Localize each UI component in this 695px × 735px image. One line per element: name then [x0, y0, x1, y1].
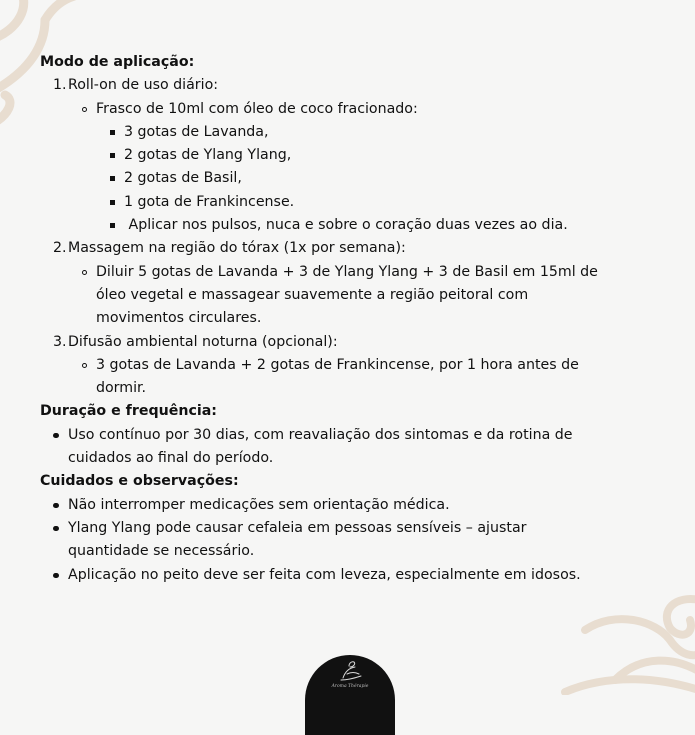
sub-list-item	[40, 354, 640, 401]
bullet-list-item	[40, 517, 640, 564]
item-number: 2.	[53, 240, 67, 257]
item-text: Roll-on de uso diário:	[68, 77, 219, 94]
recipe-list-item	[40, 167, 640, 190]
section-heading-cuidados: Cuidados e observações:	[40, 473, 239, 490]
item-text: Não interromper medicações sem orientação médica.	[68, 496, 450, 513]
item-text: Diluir 5 gotas de Lavanda + 3 de Ylang Ylang + 3 de Basil em 15ml de óleo vegetal e massagear suavemente a região peitoral com movimentos circulares.	[96, 263, 598, 327]
item-text: 3 gotas de Lavanda,	[124, 123, 269, 140]
bullet	[110, 223, 115, 228]
bullet	[53, 503, 59, 509]
item-text: Aplicação no peito deve ser feita com leveza, especialmente em idosos.	[68, 566, 581, 583]
section-heading-modo: Modo de aplicação:	[40, 54, 195, 70]
bullet	[53, 573, 59, 579]
recipe-list-item	[40, 214, 640, 237]
item-text: Difusão ambiental noturna (opcional):	[68, 333, 338, 350]
bullet	[110, 130, 115, 135]
item-text: Uso contínuo por 30 dias, com reavaliação dos sintomas e da rotina de cuidados ao final do período.	[68, 426, 573, 467]
item-text: Frasco de 10ml com óleo de coco fracionado:	[96, 100, 418, 117]
bullet	[53, 526, 59, 532]
numbered-item-2	[40, 237, 640, 260]
floral-ornament-bottom-right	[545, 580, 695, 695]
item-text: Massagem na região do tórax (1x por semana):	[68, 240, 406, 257]
application-instructions	[40, 51, 640, 587]
item-number: 1.	[53, 77, 67, 94]
numbered-item-1	[40, 74, 640, 97]
bullet-list-item	[40, 424, 640, 471]
bullet	[82, 270, 87, 275]
bullet	[110, 176, 115, 181]
bullet	[53, 433, 59, 439]
sub-list-item	[40, 261, 640, 331]
item-text: 1 gota de Frankincense.	[124, 193, 295, 210]
bullet	[82, 107, 87, 112]
item-number: 3.	[53, 333, 67, 350]
sub-list-item	[40, 98, 640, 121]
item-text: Aplicar nos pulsos, nuca e sobre o coração duas vezes ao dia.	[124, 217, 568, 234]
item-text: 3 gotas de Lavanda + 2 gotas de Frankincense, por 1 hora antes de dormir.	[96, 356, 579, 397]
logo-text: Aroma Thérapie	[331, 684, 369, 689]
bullet	[110, 200, 115, 205]
recipe-list-item	[40, 144, 640, 167]
brand-logo	[305, 655, 395, 735]
bullet-list-item	[40, 494, 640, 517]
section-heading-duracao: Duração e frequência:	[40, 403, 217, 420]
bullet	[82, 363, 87, 368]
item-text: Ylang Ylang pode causar cefaleia em pessoas sensíveis – ajustar quantidade se necessário.	[68, 519, 527, 560]
numbered-item-3	[40, 331, 640, 354]
bullet	[110, 153, 115, 158]
item-text: 2 gotas de Basil,	[124, 170, 242, 187]
recipe-list-item	[40, 191, 640, 214]
item-text: 2 gotas de Ylang Ylang,	[124, 147, 292, 164]
hand-logo-icon	[335, 658, 365, 682]
recipe-list-item	[40, 121, 640, 144]
bullet-list-item	[40, 564, 640, 587]
